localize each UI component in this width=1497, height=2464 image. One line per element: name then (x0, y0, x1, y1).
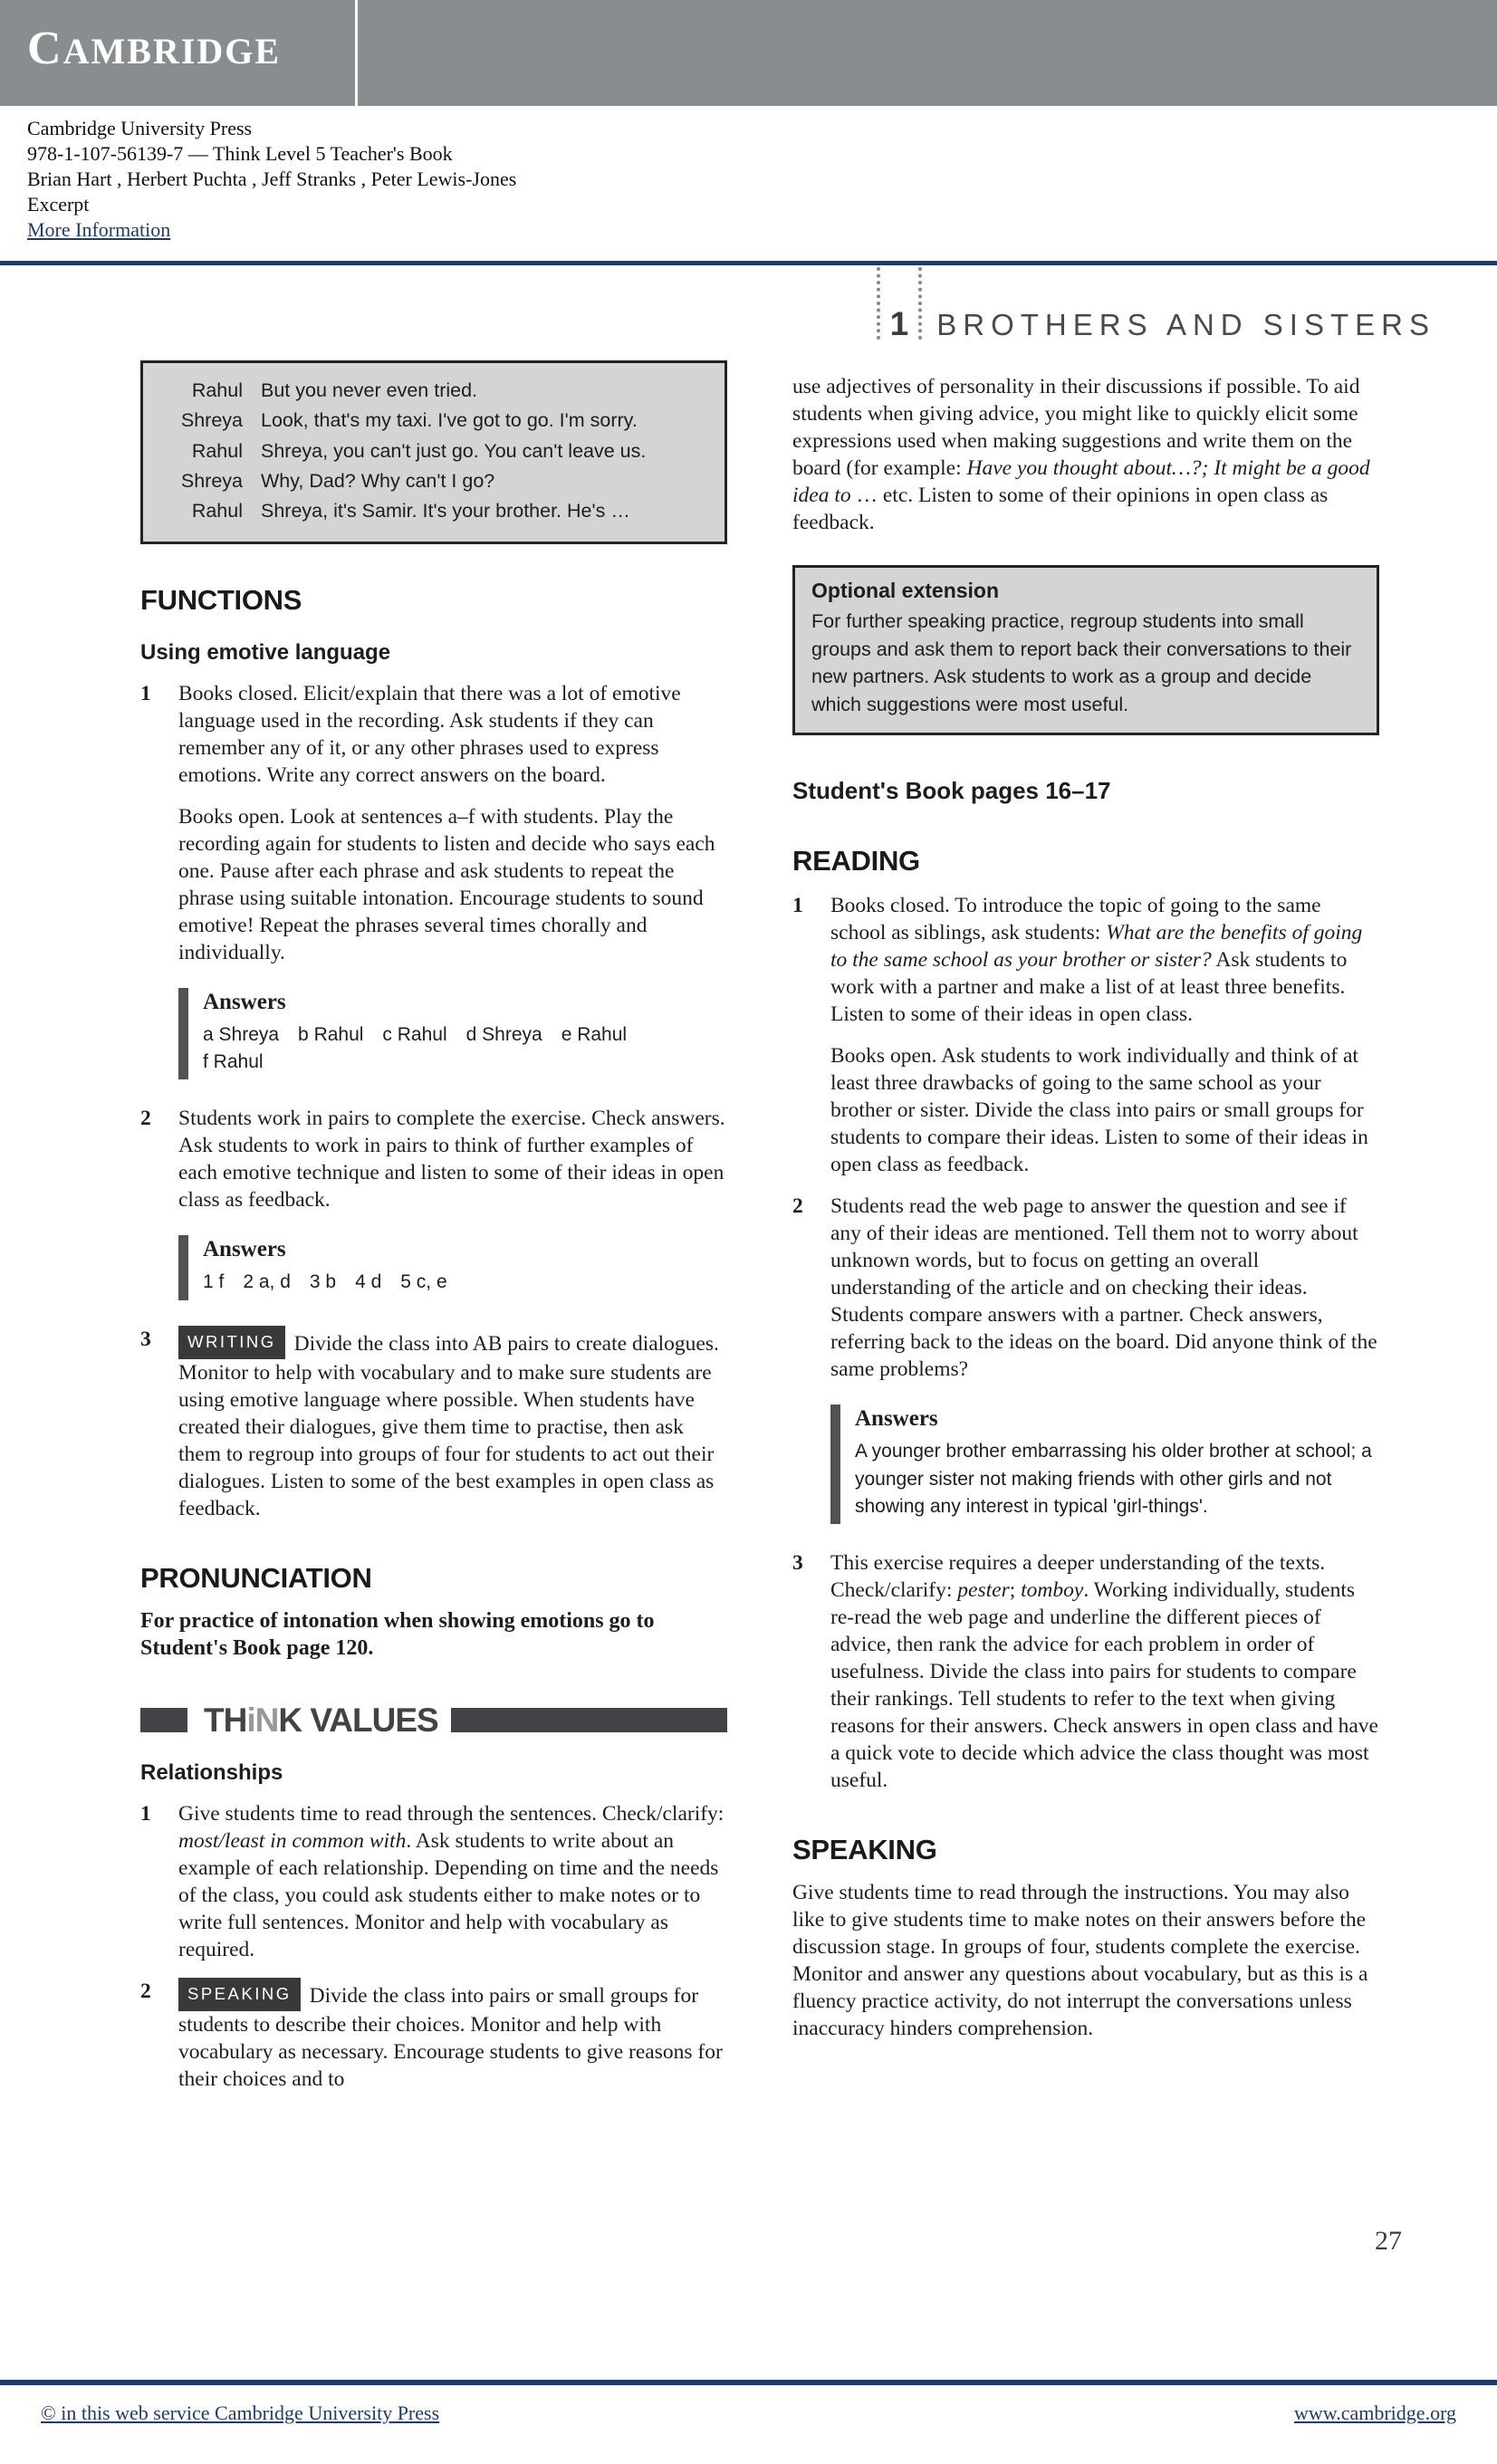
header-band (0, 0, 1497, 106)
meta-publisher: Cambridge University Press (27, 117, 253, 139)
paragraph: Books open. Ask students to work individually and think of at least three drawbacks of going to the same school as your brother or sister. Divide the class into pairs or small groups for students to compare their ideas. Listen to some of their ideas in open class as feedback. (830, 1044, 1368, 1177)
dialogue-line: Shreya, you can't just go. You can't leave us. (261, 439, 647, 462)
banner-text-part: TH (204, 1701, 247, 1739)
top-rule (0, 261, 1497, 265)
answers-box-functions-1 (178, 988, 727, 1080)
paragraph: Students read the web page to answer the question and see if any of their ideas are mentioned. Tell them not to worry about unknown words, but to focus on getting an overall understanding of the article and on checking their ideas. Students compare answers with a partner. Check answers, referring back to the ideas on the board. Did anyone think of the same problems? (830, 1194, 1377, 1382)
pronunciation-heading: PRONUNCIATION (140, 1561, 372, 1594)
banner-bar-left (140, 1708, 187, 1732)
speaking-paragraph: Give students time to read through the instructions. You may also like to give students time to make notes on their answers before the discussion stage. In groups of four, students complete the exercise. Monitor and answer any questions about vocabulary, but as this is a fluency practice activity, do not interrupt the conversations unless inaccuracy hinders comprehension. (792, 1881, 1368, 2041)
paragraph-text: Divide the class into AB pairs to create dialogues. Monitor to help with vocabulary and to make sure students are using emotive language where possible. When students have created their dialogues, give them time to practise, then ask them to regroup into groups of four for students to act out their dialogues. Listen to some of the best examples in open class as feedback. (178, 1331, 719, 1520)
item-number: 3 (792, 1551, 803, 1576)
answers-box-functions-2 (178, 1235, 727, 1299)
italic-phrase: most/least in common with (178, 1828, 407, 1853)
banner-text-part: iN (246, 1701, 279, 1739)
dialogue-row (159, 496, 708, 526)
answers-line: a Shreya b Rahul c Rahul d Shreya e Rahul (203, 1023, 628, 1045)
answers-title: Answers (203, 1237, 286, 1262)
reading-item-1 (792, 892, 1379, 1178)
answers-line: 1 f 2 a, d 3 b 4 d 5 c, e (203, 1271, 447, 1293)
dialogue-box (140, 360, 727, 544)
dialogue-line: Shreya, it's Samir. It's your brother. He's … (261, 500, 630, 523)
dialogue-row (159, 406, 708, 436)
item-body (830, 1193, 1379, 1383)
item-number: 3 (140, 1327, 151, 1351)
optional-extension-box (792, 565, 1379, 735)
speaking-heading: SPEAKING (792, 1834, 937, 1866)
values-item-1 (140, 1800, 727, 1963)
answers-line: A younger brother embarrassing his older brother at school; a younger sister not making friends with other girls and not showing any interest in typical 'girl-things'. (855, 1441, 1372, 1517)
item-number: 1 (140, 681, 151, 705)
page-content (140, 346, 1379, 2093)
paragraph-text: Divide the class into pairs or small groups for students to describe their choices. Monitor and help with vocabulary as necessary. Encourage students to give reasons for their choices and to (178, 1983, 723, 2091)
paragraph (178, 1326, 727, 1522)
paragraph-text: Ask students to work with a partner and make a list of at least three benefits. Listen to some of their ideas in open class. (830, 948, 1348, 1027)
dialogue-line: Why, Dad? Why can't I go? (261, 469, 495, 492)
paragraph (830, 892, 1379, 1028)
dialogue-speaker: Shreya (180, 469, 243, 492)
reading-item-2 (792, 1193, 1379, 1383)
answers-line: f Rahul (203, 1051, 264, 1072)
think-values-banner (140, 1703, 727, 1737)
writing-badge: WRITING (178, 1326, 285, 1359)
paragraph-text: use adjectives of personality in their discussions if possible. To aid students when giving advice, you might like to quickly elicit some expressions used when making suggestions and write them on the board (for example: (792, 375, 1360, 480)
optional-extension-title: Optional extension (811, 579, 1000, 602)
unit-title: BROTHERS AND SISTERS (936, 308, 1435, 341)
dialogue-speaker: Shreya (180, 409, 243, 432)
cambridge-logo: CAMBRIDGE (27, 23, 282, 74)
paragraph: Students work in pairs to complete the exercise. Check answers. Ask students to work in pairs to think of further examples of each emotive technique and listen to some of their ideas in open class as feedback. (178, 1107, 725, 1213)
item-body (178, 1978, 727, 2093)
dialogue-row (159, 466, 708, 496)
paragraph (178, 1800, 727, 1963)
dialogue-row (159, 436, 708, 466)
banner-text-part: VALUES (302, 1701, 438, 1739)
dialogue-line: Look, that's my taxi. I've got to go. I'm sorry. (261, 409, 638, 432)
paragraph: Books closed. Elicit/explain that there was a lot of emotive language used in the recording. Ask students if they can remember any of it, or any other phrases used to express emotions. Write any correct answers on the board. (178, 681, 681, 787)
answers-title: Answers (855, 1406, 938, 1432)
students-book-pages: Student's Book pages 16–17 (792, 777, 1111, 805)
item-body (830, 1549, 1379, 1794)
item-number: 2 (140, 1107, 151, 1131)
item-body (178, 1800, 727, 1963)
paragraph-text: . Working individually, students re-read the web page and underline the different pieces of advice, then rank the advice for each problem in order of usefulness. Divide the class into pairs for students to compare their rankings. Tell students to refer to the text when giving reasons for their answers. Check answers in open class and have a quick vote to decide which advice the class thought was most useful. (830, 1578, 1378, 1793)
continuation-paragraph (792, 373, 1379, 536)
bibliographic-meta (27, 116, 516, 243)
paragraph-text: Give students time to read through the sentences. Check/clarify: (178, 1801, 725, 1826)
answers-box-reading (830, 1405, 1379, 1524)
page-number: 27 (1375, 2226, 1402, 2256)
values-item-2 (140, 1978, 727, 2093)
banner-text-part: K (278, 1701, 302, 1739)
reading-heading: READING (792, 845, 920, 877)
item-number: 2 (140, 1979, 151, 2003)
paragraph-text: This exercise requires a deeper understanding of the texts. Check/clarify: (830, 1551, 1326, 1603)
italic-phrase: Have you thought about…?; It might be a good idea to (792, 456, 1370, 507)
pronunciation-text: For practice of intonation when showing emotions go to Student's Book page 120. (140, 1608, 655, 1660)
functions-item-3 (140, 1326, 727, 1522)
functions-item-1 (140, 680, 727, 966)
left-column (140, 346, 727, 2093)
item-body (178, 1105, 727, 1213)
dialogue-speaker: Rahul (191, 500, 243, 523)
italic-phrase: tomboy (1021, 1578, 1084, 1603)
speaking-badge: SPEAKING (178, 1978, 301, 2011)
meta-excerpt: Excerpt (27, 193, 90, 216)
answers-title: Answers (203, 989, 286, 1014)
relationships-subheading: Relationships (140, 1759, 283, 1785)
functions-heading: FUNCTIONS (140, 583, 302, 616)
dialogue-row (159, 376, 708, 406)
meta-authors: Brian Hart , Herbert Puchta , Jeff Stranks , Peter Lewis-Jones (27, 168, 517, 190)
cambridge-site-link[interactable]: www.cambridge.org (1293, 2402, 1456, 2424)
header-divider (355, 0, 358, 106)
meta-isbn-title: 978-1-107-56139-7 — Think Level 5 Teacher's Book (27, 142, 453, 165)
more-information-link[interactable]: More Information (27, 218, 171, 241)
unit-number: 1 (889, 304, 909, 342)
dialogue-speaker: Rahul (191, 379, 243, 401)
paragraph (830, 1549, 1379, 1794)
bottom-rule (0, 2380, 1497, 2385)
optional-extension-body: For further speaking practice, regroup students into small groups and ask them to report back their conversations to their new partners. Ask students to work as a group and decide which suggestions were most useful. (811, 610, 1352, 715)
item-number: 1 (140, 1801, 151, 1826)
right-column (792, 346, 1379, 2093)
paragraph: Books open. Look at sentences a–f with students. Play the recording again for students to listen and decide who says each one. Pause after each phrase and ask students to repeat the phrase using suitable intonation. Encourage students to sound emotive! Repeat the phrases several times chorally and individually. (178, 804, 715, 964)
italic-phrase: pester (957, 1578, 1010, 1603)
banner-bar-right (451, 1708, 727, 1732)
copyright-link[interactable]: © in this web service Cambridge University Press (41, 2402, 440, 2424)
dialogue-speaker: Rahul (191, 439, 243, 462)
italic-phrase: What are the benefits of going to the same school as your brother or sister? (830, 921, 1363, 973)
paragraph-text: ; (1009, 1578, 1022, 1603)
reading-item-3 (792, 1549, 1379, 1794)
item-body (830, 892, 1379, 1178)
functions-item-2 (140, 1105, 727, 1213)
paragraph-text: … etc. Listen to some of their opinions in open class as feedback. (792, 484, 1329, 534)
paragraph-text: . Ask students to write about an example of each relationship. Depending on time and the needs of the class, you could ask students either to make notes or to write full sentences. Monitor and help with vocabulary as required. (178, 1828, 719, 1961)
item-body (178, 680, 727, 966)
think-values-title (187, 1703, 451, 1737)
unit-banner (877, 267, 1435, 340)
functions-subheading: Using emotive language (140, 639, 391, 665)
item-number: 2 (792, 1194, 803, 1219)
dialogue-line: But you never even tried. (261, 379, 478, 401)
item-body (178, 1326, 727, 1522)
paragraph (178, 1978, 727, 2093)
paragraph-text: Books closed. To introduce the topic of going to the same school as siblings, ask students: (830, 894, 1321, 945)
item-number: 1 (792, 894, 803, 918)
